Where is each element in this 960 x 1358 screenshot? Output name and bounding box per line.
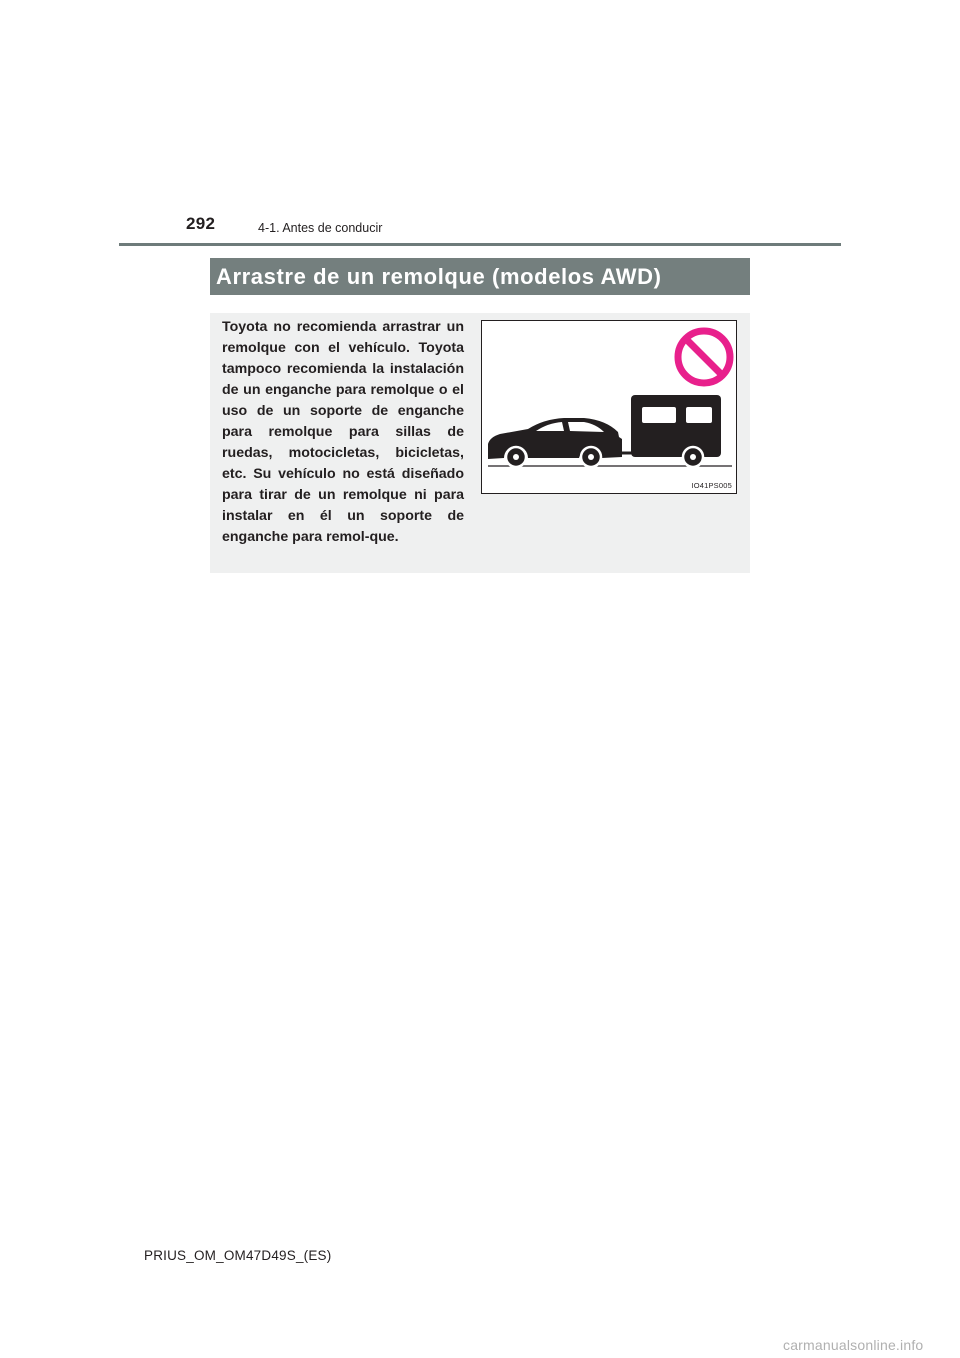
figure-code: IO41PS005	[691, 481, 732, 490]
page-number: 292	[186, 214, 216, 233]
content-box	[210, 313, 750, 573]
illustration	[481, 320, 737, 494]
header-rule	[119, 243, 841, 246]
section-title: Arrastre de un remolque (modelos AWD)	[216, 264, 662, 289]
trailer-icon	[622, 395, 721, 467]
towing-illustration	[482, 321, 736, 493]
breadcrumb: 4-1. Antes de conducir	[258, 221, 383, 235]
prohibited-icon	[678, 331, 730, 383]
section-title-bar	[210, 258, 750, 295]
car-icon	[488, 418, 632, 467]
body-text: Toyota no recomienda arrastrar un remolque con el vehículo. Toyota tampoco recomienda la instalación de un enganche para remolque o el uso de un soporte de enganche para remolque para sillas de ruedas, motocicletas, bicicletas, etc. Su vehículo no está diseñado para tirar de un remolque ni para instalar en él un soporte de enganche para remol-que.	[222, 319, 464, 545]
watermark: carmanualsonline.info	[783, 1337, 924, 1353]
document-code: PRIUS_OM_OM47D49S_(ES)	[144, 1248, 332, 1263]
